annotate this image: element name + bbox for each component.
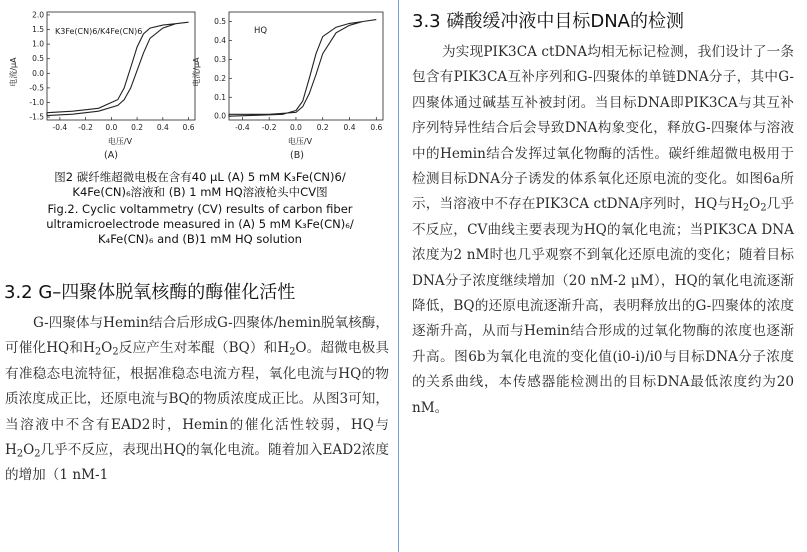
subscript: 2 <box>34 448 41 460</box>
text-run: O <box>101 340 113 357</box>
section-3-2-paragraph <box>5 311 389 489</box>
panel-a-x-axis-title: 电压/V <box>107 137 133 146</box>
caption-en-line-2: ultramicroelectrode measured in (A) 5 mM K₃Fe(CN)₆/ <box>46 217 354 231</box>
left-column <box>0 0 398 552</box>
panel-a-cv-curve <box>47 22 189 115</box>
text-run: 反应产生对苯醌（BQ）和H <box>118 340 290 357</box>
figure-2-svg <box>0 0 398 168</box>
panel-b <box>191 12 383 161</box>
panel-a-x-tick-label: -0.4 <box>52 123 68 132</box>
panel-a-x-tick-label: 0.6 <box>182 123 195 132</box>
text-run: 几乎不反应，表现出HQ的氧化电流。随着加入EAD2浓度的增加（1 nM-1 <box>5 442 389 484</box>
panel-a-x-tick-label: 0.4 <box>156 123 169 132</box>
subscript: 2 <box>94 346 102 358</box>
subscript: 2 <box>289 346 296 358</box>
subscript: 2 <box>742 202 750 214</box>
panel-a-y-axis-title: 电流/μA <box>9 57 18 87</box>
panel-b-x-tick-label: 0.2 <box>316 123 329 132</box>
subscript: 2 <box>112 346 119 358</box>
panel-b-cv-curve <box>229 20 376 117</box>
panel-a-y-tick-label: 2.0 <box>32 10 44 20</box>
panel-b-x-tick-label: 0.4 <box>343 123 356 132</box>
panel-a-x-tick-label: -0.2 <box>78 123 93 132</box>
text-run: 为实现PIK3CA ctDNA均相无标记检测，我们设计了一条包含有PIK3CA互补序列和G-四聚体的单链DNA分子，其中G-四聚体通过碱基互补被封闭。当目标DNA即PIK3CA与其互补序列特异性结合后会导致DNA构象变化，释放G-四聚体与溶液中的Hemin结合发挥过氧化物酶的活性。碳纤维超微电极用于检测目标DNA分子诱发的体系氧化还原电流的变化。如图6a所示，当溶液中不存在PIK3CA ctDNA序列时，HQ与H <box>412 44 794 213</box>
text-run: 几乎不反应，CV曲线主要表现为HQ的氧化电流；当PIK3CA DNA浓度为2 nM时也几乎观察不到氧化还原电流的变化；随着目标DNA分子浓度继续增加（20 nM-2 μM），HQ的氧化电流逐渐降低，BQ的还原电流逐渐升高，表明释放出的G-四聚体的浓度逐渐升高，从而与Hemin结合形成的过氧化物酶的浓度也逐渐升高。图6b为氧化电流的变化值(i0-i)/i0与目标DNA分子浓度的关系曲线，本传感器能检测出的目标DNA最低浓度约为20 nM。 <box>412 196 794 416</box>
text-run: O。超微电极具有准稳态电流特征，根据准稳态电流方程，氧化电流与HQ的物质浓度成正比，还原电流与BQ的物质浓度成正比。从图3可知，当溶液中不含有EAD2时，Hemin的催化活性较弱，HQ与H <box>5 340 389 459</box>
panel-b-x-axis-title: 电压/V <box>287 137 313 146</box>
panel-a-y-tick-label: 0.5 <box>32 54 44 64</box>
panel-b-y-tick-label: 0.4 <box>214 35 226 45</box>
text-run: O <box>749 196 761 213</box>
caption-en-line-1: Fig.2. Cyclic voltammetry (CV) results of carbon fiber <box>47 202 353 216</box>
panel-b-legend: HQ <box>254 26 268 36</box>
panel-a-y-tick-label: -1.0 <box>29 97 44 107</box>
panel-b-label: (B) <box>290 150 304 161</box>
panel-b-y-tick-label: 0.5 <box>214 16 226 26</box>
text-run: O <box>23 442 35 459</box>
panel-a-y-tick-label: -1.5 <box>29 112 44 122</box>
panel-b-x-tick-label: -0.2 <box>261 123 277 132</box>
panel-a-legend: K3Fe(CN)6/K4Fe(CN)6 <box>55 27 143 36</box>
subscript: 2 <box>16 448 24 460</box>
panel-a-label: (A) <box>104 150 118 161</box>
section-3-3-paragraph <box>412 40 794 421</box>
panel-b-y-tick-label: 0.0 <box>214 111 226 121</box>
caption-cn-line-1: 图2 碳纤维超微电极在含有40 μL (A) 5 mM K₃Fe(CN)6/ <box>54 170 346 184</box>
panel-a-y-tick-label: 1.0 <box>32 39 44 49</box>
figure-2 <box>0 0 398 168</box>
right-column <box>399 0 807 552</box>
panel-a-y-tick-label: -0.5 <box>29 83 44 93</box>
panel-a-y-tick-label: 1.5 <box>32 25 44 35</box>
panel-b-y-tick-label: 0.3 <box>214 54 226 64</box>
panel-b-y-tick-label: 0.2 <box>214 73 226 83</box>
panel-b-y-axis-title: 电流/μA <box>192 57 201 87</box>
panel-b-x-tick-label: -0.4 <box>235 123 250 132</box>
caption-cn-line-2: K4Fe(CN)₆溶液和 (B) 1 mM HQ溶液枪头中CV图 <box>72 185 328 199</box>
caption-en-line-3: K₄Fe(CN)₆ and (B)1 mM HQ solution <box>98 232 302 246</box>
panel-b-x-tick-label: 0.0 <box>289 123 302 132</box>
subscript: 2 <box>760 202 767 214</box>
panel-b-frame <box>229 12 383 120</box>
figure-caption-cn <box>8 170 392 200</box>
section-3-3-title: 3.3 磷酸缓冲液中目标DNA的检测 <box>412 11 684 32</box>
panel-a-y-tick-label: 0.0 <box>32 68 44 78</box>
figure-caption-en <box>8 202 392 247</box>
panel-a-x-tick-label: 0.2 <box>131 123 144 132</box>
panel-b-y-tick-label: 0.1 <box>214 92 226 102</box>
section-3-2-title: 3.2 G–四聚体脱氧核酶的酶催化活性 <box>4 282 296 303</box>
panel-a-x-tick-label: 0.0 <box>105 123 118 132</box>
text-run: G-四聚体与Hemin结合后形成G-四聚体/hemin脱氧核酶，可催化HQ和H <box>5 315 389 357</box>
panel-b-x-tick-label: 0.6 <box>370 123 383 132</box>
panel-a <box>8 10 195 161</box>
